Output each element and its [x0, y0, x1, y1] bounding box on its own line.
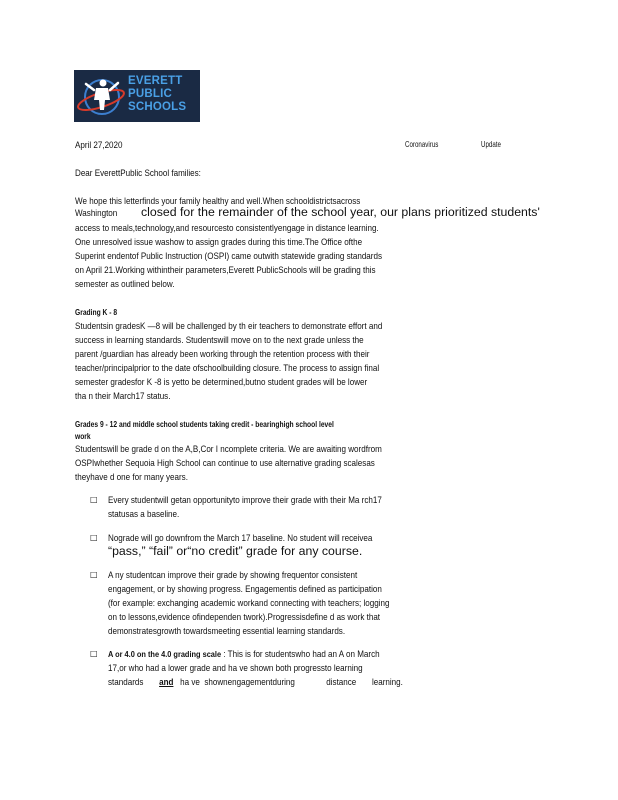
letter-date: April 27,2020 [75, 139, 123, 150]
intro-line: One unresolved issue washow to assign grades during this time.The Office ofthe [75, 236, 363, 247]
intro-line: access to meals,technology,and resourcesto consistentlyengage in distance learning. [75, 222, 379, 233]
section-heading-912: Grades 9 - 12 and middle school students taking credit - bearinghigh school level [75, 419, 334, 429]
logo-line: EVERETT [128, 75, 183, 87]
g912-line: theyhave d one for many years. [75, 471, 188, 482]
bullet-line-large: “pass,” “fail” or“no credit” grade for any course. [108, 544, 363, 558]
intro-line: We hope this letterfinds your family healthy and well.When schooldistrictsacross [75, 195, 361, 206]
k8-line: tha n their March17 status. [75, 390, 171, 401]
letter-topic-update: Update [481, 139, 501, 149]
salutation: Dear EverettPublic School families: [75, 167, 201, 178]
bullet-text: ha ve shownengagementduring distance learning. [173, 676, 403, 687]
bullet-line-4 [108, 648, 380, 660]
g912-line: OSPIwhether Sequoia High School can continue to use alternative grading scalesas [75, 457, 375, 468]
logo-wordmark [128, 75, 186, 114]
intro-line: Washington [75, 207, 118, 218]
k8-line: success in learning standards. Studentswill move on to the next grade unless the [75, 334, 364, 345]
bullet-text: : This is for studentswho had an A on March [221, 648, 380, 659]
intro-line: semester as outlined below. [75, 278, 175, 289]
bullet-line: Nograde will go downfrom the March 17 baseline. No student will receivea [108, 532, 373, 543]
logo-line: SCHOOLS [128, 101, 187, 113]
bullet-line-5 [108, 676, 403, 687]
intro-line: Superint endentof Public Instruction (OSPI) came outwith statewide grading standards [75, 250, 382, 261]
bullet-line: A ny studentcan improve their grade by showing frequentor consistent [108, 569, 358, 580]
bullet-line: Every studentwill getan opportunityto improve their grade with their Ma rch17 [108, 494, 382, 505]
bullet-line: (for example: exchanging academic workand connecting with teachers; logging [108, 597, 390, 608]
bullet-box-icon: □ [90, 495, 98, 504]
k8-line: Studentsin gradesK —8 will be challenged by th eir teachers to demonstrate effort and [75, 320, 383, 331]
intro-line: on April 21.Working withintheir parameters,Everett PublicSchools will be grading this [75, 264, 376, 275]
bullet-box-icon: □ [90, 649, 98, 658]
bullet-box-icon: □ [90, 533, 98, 542]
letter-topic: Coronavirus [405, 139, 439, 149]
bullet-box-icon: □ [90, 570, 98, 579]
underlined-and: and [159, 676, 174, 687]
intro-line-large: closed for the remainder of the school year, our plans prioritized students' [141, 205, 540, 219]
section-heading-k8: Grading K - 8 [75, 307, 118, 317]
section-heading-912-cont: work [75, 431, 91, 441]
k8-line: semester gradesfor K -8 is yetto be determined,butno student grades will be lower [75, 376, 368, 387]
district-logo [74, 70, 200, 122]
g912-line: Studentswill be grade d on the A,B,Cor I ncomplete criteria. We are awaiting wordfrom [75, 443, 382, 454]
bullet-line: demonstratesgrowth towardsmeeting essential learning standards. [108, 625, 346, 636]
k8-line: parent /guardian has already been working through the retention process with their [75, 348, 370, 359]
bullet-line: statusas a baseline. [108, 508, 180, 519]
bullet-line: 17,or who had a lower grade and ha ve shown both progressto learning [108, 662, 363, 673]
bullet-line: on to lessons,evidence ofindependen twork).Progressisdefine d as work that [108, 611, 381, 622]
logo-line: PUBLIC [128, 88, 173, 100]
bullet-line: engagement, or by showing progress. Engagementis defined as participation [108, 583, 382, 594]
bullet-bold-text: A or 4.0 on the 4.0 grading scale [108, 649, 222, 659]
bullet-text: standards [108, 676, 160, 687]
logo-globe-icon [74, 70, 128, 122]
k8-line: teacher/principalprior to the date ofschoolbuilding closure. The process to assign final [75, 362, 380, 373]
